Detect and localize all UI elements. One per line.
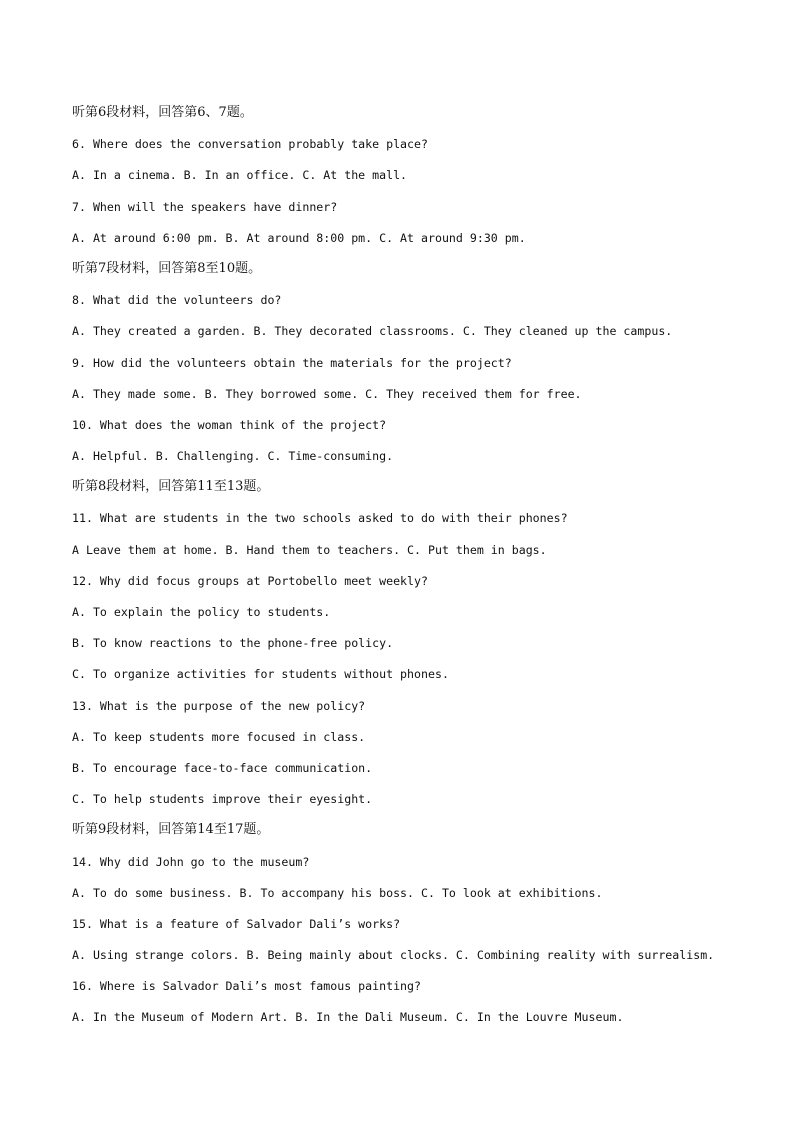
section-instruction-passage-9: 听第9段材料，回答第14至17题。 xyxy=(72,822,270,838)
question-13: 13. What is the purpose of the new policy? xyxy=(72,698,366,713)
question-10: 10. What does the woman think of the project? xyxy=(72,417,387,432)
question-14: 14. Why did John go to the museum? xyxy=(72,854,310,869)
option-13-b: B. To encourage face-to-face communication. xyxy=(72,760,373,775)
option-12-c: C. To organize activities for students without phones. xyxy=(72,667,449,682)
option-12-a: A. To explain the policy to students. xyxy=(72,605,331,619)
options-question-9: A. They made some. B. They borrowed some. C. They received them for free. xyxy=(72,386,582,401)
option-13-c: C. To help students improve their eyesight. xyxy=(72,792,373,807)
listening-questions xyxy=(72,102,762,1038)
options-question-16: A. In the Museum of Modern Art. B. In the Dali Museum. C. In the Louvre Museum. xyxy=(72,1010,624,1025)
options-question-7: A. At around 6:00 pm. B. At around 8:00 pm. C. At around 9:30 pm. xyxy=(72,230,526,245)
options-question-14: A. To do some business. B. To accompany his boss. C. To look at exhibitions. xyxy=(72,885,603,900)
question-9: 9. How did the volunteers obtain the materials for the project? xyxy=(72,355,512,370)
section-instruction-passage-6: 听第6段材料，回答第6、7题。 xyxy=(72,105,253,120)
question-15: 15. What is a feature of Salvador Dali’s works? xyxy=(72,916,401,931)
section-instruction-passage-8: 听第8段材料，回答第11至13题。 xyxy=(72,479,270,495)
option-13-a: A. To keep students more focused in class. xyxy=(72,729,366,744)
option-12-b: B. To know reactions to the phone-free policy. xyxy=(72,636,394,651)
question-11: 11. What are students in the two schools asked to do with their phones? xyxy=(72,511,568,526)
question-8: 8. What did the volunteers do? xyxy=(72,293,282,308)
options-question-15: A. Using strange colors. B. Being mainly about clocks. C. Combining reality with surrealism. xyxy=(72,948,715,963)
question-12: 12. Why did focus groups at Portobello meet weekly? xyxy=(72,573,428,588)
question-6: 6. Where does the conversation probably take place? xyxy=(72,137,428,152)
options-question-6: A. In a cinema. B. In an office. C. At the mall. xyxy=(72,168,408,183)
options-question-11: A Leave them at home. B. Hand them to teachers. C. Put them in bags. xyxy=(72,542,547,557)
options-question-10: A. Helpful. B. Challenging. C. Time-consuming. xyxy=(72,449,394,464)
question-7: 7. When will the speakers have dinner? xyxy=(72,199,338,214)
options-question-8: A. They created a garden. B. They decorated classrooms. C. They cleaned up the campus. xyxy=(72,324,673,339)
question-16: 16. Where is Salvador Dali’s most famous painting? xyxy=(72,979,422,994)
section-instruction-passage-7: 听第7段材料，回答第8至10题。 xyxy=(72,260,262,276)
